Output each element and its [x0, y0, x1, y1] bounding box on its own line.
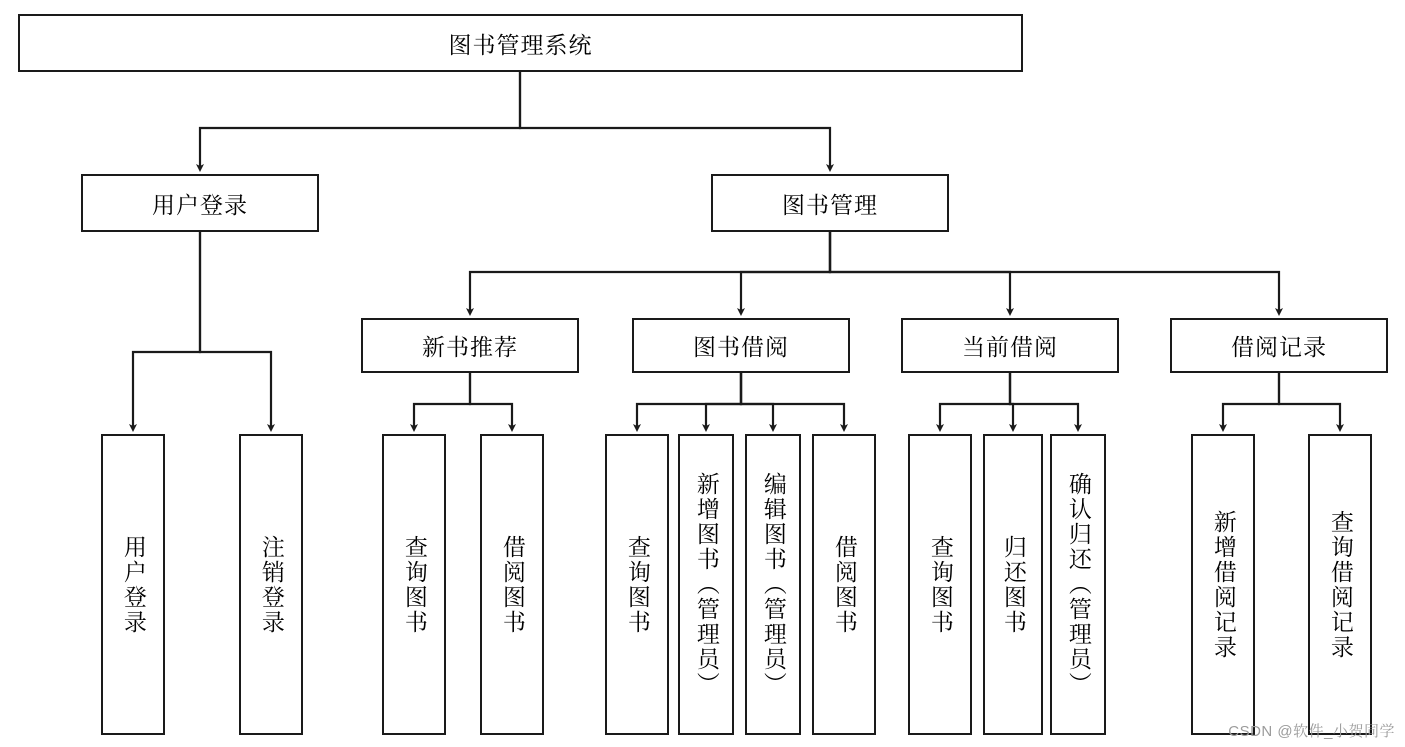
diagram-node-label: 用户登录: [120, 534, 147, 635]
diagram-node-label: 编辑图书（管理员）: [760, 472, 787, 697]
diagram-node-current[interactable]: [901, 318, 1119, 373]
diagram-node-label: 查询图书: [927, 534, 954, 635]
diagram-node-c2[interactable]: [983, 434, 1043, 735]
diagram-node-b1[interactable]: [605, 434, 669, 735]
diagram-node-label: 当前借阅: [962, 334, 1058, 360]
diagram-node-label: 用户登录: [152, 191, 248, 218]
diagram-node-c1[interactable]: [908, 434, 972, 735]
diagram-node-borrow[interactable]: [632, 318, 850, 373]
diagram-node-n2[interactable]: [480, 434, 544, 735]
diagram-node-l2[interactable]: [239, 434, 303, 735]
diagram-node-label: 查询图书: [401, 534, 428, 635]
diagram-node-label: 查询借阅记录: [1327, 509, 1354, 660]
diagram-node-bookmgmt[interactable]: [711, 174, 949, 232]
diagram-node-c3[interactable]: [1050, 434, 1106, 735]
diagram-node-label: 图书借阅: [693, 334, 789, 360]
diagram-node-root[interactable]: [18, 14, 1023, 72]
watermark: CSDN @软件_小贺同学: [1228, 723, 1395, 740]
diagram-node-label: 查询图书: [624, 534, 651, 635]
diagram-node-label: 新增借阅记录: [1210, 509, 1237, 660]
diagram-node-n1[interactable]: [382, 434, 446, 735]
diagram-node-l1[interactable]: [101, 434, 165, 735]
diagram-node-r1[interactable]: [1191, 434, 1255, 735]
diagram-node-label: 确认归还（管理员）: [1065, 472, 1092, 697]
diagram-node-label: 新增图书（管理员）: [693, 472, 720, 697]
diagram-node-label: 图书管理系统: [448, 31, 593, 58]
diagram-node-label: 图书管理: [782, 191, 878, 218]
diagram-node-b4[interactable]: [812, 434, 876, 735]
diagram-node-label: 借阅记录: [1231, 334, 1327, 360]
diagram-node-newbook[interactable]: [361, 318, 579, 373]
diagram-node-b3[interactable]: [745, 434, 801, 735]
diagram-node-r2[interactable]: [1308, 434, 1372, 735]
diagram-node-label: 借阅图书: [831, 534, 858, 635]
diagram-node-label: 新书推荐: [422, 334, 518, 360]
diagram-node-record[interactable]: [1170, 318, 1388, 373]
diagram-node-label: 注销登录: [258, 534, 285, 635]
diagram-node-login[interactable]: [81, 174, 319, 232]
diagram-node-label: 归还图书: [1000, 534, 1027, 635]
diagram-node-label: 借阅图书: [499, 534, 526, 635]
diagram-node-b2[interactable]: [678, 434, 734, 735]
